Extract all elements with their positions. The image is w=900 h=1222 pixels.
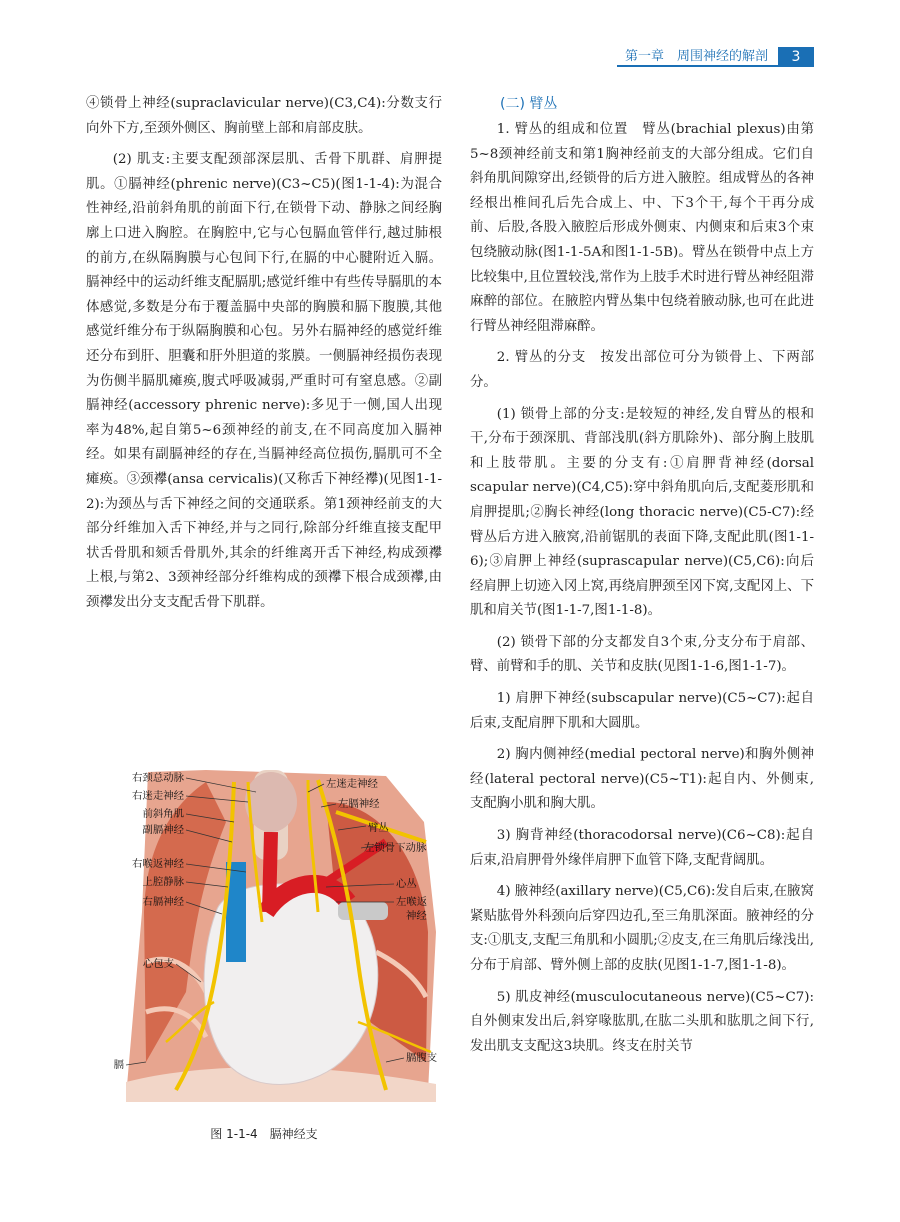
label-left-recurrent-laryngeal-2: 神经 [406,910,427,922]
figure-caption: 图 1-1-4 膈神经支 [210,1127,318,1141]
left-column [86,92,442,622]
label-cardiac-plexus: 心丛 [396,878,417,890]
label-phrenicoabdominal-branch: 膈腹支 [406,1052,438,1064]
page-number: 3 [778,47,814,67]
paragraph: (1) 锁骨上部的分支:是较短的神经,发自臂丛的根和干,分布于颈深肌、背部浅肌(斜方肌除外)、部分胸上肢肌和上肢带肌。主要的分支有:①肩胛背神经(dorsal scapular nerve)(C4,C5):穿中斜角肌向后,支配菱形肌和肩胛提肌;②胸长神经(long thoracic nerve)(C5-C7):经臂丛后方进入腋窝,沿前锯肌的表面下降,支配此肌(图1-1-6);③肩胛上神经(suprascapular nerve)(C5,C6):向后经肩胛上切迹入冈上窝,再绕肩胛颈至冈下窝,支配冈上、下肌和肩关节(图1-1-7,图1-1-8)。 [470,406,814,619]
label-diaphragm: 膈 [113,1059,124,1071]
label-left-phrenic: 左膈神经 [338,798,380,810]
paragraph: ④锁骨上神经(supraclavicular nerve)(C3,C4):分数支行向外下方,至颈外侧区、胸前壁上部和肩部皮肤。 [86,96,442,136]
label-right-phrenic: 右膈神经 [142,896,184,908]
figure-phrenic-nerve [86,762,442,1110]
paragraph: 1. 臂丛的组成和位置 臂丛(brachial plexus)由第5~8颈神经前支和第1胸神经前支的大部分组成。它们自斜角肌间隙穿出,经锁骨的后方进入腋腔。组成臂丛的各神经根出椎间孔后先合成上、中、下3个干,每个干再分成前、后股,各股入腋腔后形成外侧束、内侧束和后束3个束包绕腋动脉(图1-1-5A和图1-1-5B)。臂丛在锁骨中点上方比较集中,且位置较浅,常作为上肢手术时进行臂丛神经阻滞麻醉的部位。在腋腔内臂丛集中包绕着腋动脉,也可在此进行臂丛神经阻滞麻醉。 [470,122,814,334]
label-anterior-scalene: 前斜角肌 [142,808,184,820]
label-pericardial-branch: 心包支 [142,958,174,970]
label-left-vagus: 左迷走神经 [326,778,378,790]
page-header [617,47,814,67]
label-right-recurrent-laryngeal: 右喉返神经 [132,858,184,870]
paragraph: 3) 胸背神经(thoracodorsal nerve)(C6~C8):起自后束,沿肩胛骨外缘伴肩胛下血管下降,支配背阔肌。 [470,828,814,868]
label-brachial-plexus: 臂丛 [368,822,389,834]
label-left-recurrent-laryngeal: 左喉返 [396,896,428,908]
paragraph: (2) 锁骨下部的分支都发自3个束,分支分布于肩部、臂、前臂和手的肌、关节和皮肤(见图1-1-6,图1-1-7)。 [470,634,814,675]
label-superior-vena-cava: 上腔静脉 [142,876,184,888]
label-accessory-phrenic: 副膈神经 [142,824,184,836]
left-pulmonary-vessel [338,902,388,920]
label-right-vagus: 右迷走神经 [132,790,184,802]
label-right-common-carotid: 右颈总动脉 [132,772,184,784]
paragraph: 5) 肌皮神经(musculocutaneous nerve)(C5~C7):自外侧束发出后,斜穿喙肱肌,在肱二头肌和肱肌之间下行,发出肌支支配这3块肌。终支在肘关节 [470,989,814,1054]
paragraph: 2. 臂丛的分支 按发出部位可分为锁骨上、下两部分。 [470,350,814,390]
paragraph: (2) 肌支:主要支配颈部深层肌、舌骨下肌群、肩胛提肌。①膈神经(phrenic nerve)(C3~C5)(图1-1-4):为混合性神经,沿前斜角肌的前面下行,在锁骨下动、静脉之间经胸廓上口进入胸腔。在胸腔中,它与心包膈血管伴行,越过肺根的前方,在纵隔胸膜与心包间下行,在膈的中心腱附近入膈。膈神经中的运动纤维支配膈肌;感觉纤维中有些传导膈肌的本体感觉,多数是分布于覆盖膈中央部的胸膜和膈下腹膜,其他感觉纤维分布于纵隔胸膜和心包。另外右膈神经的感觉纤维还分布到肝、胆囊和肝外胆道的浆膜。一侧膈神经损伤表现为伤侧半膈肌瘫痪,腹式呼吸减弱,严重时可有窒息感。②副膈神经(accessory phrenic nerve):多见于一侧,国人出现率为48%,起自第5~6颈神经的前支,在不同高度加入膈神经。如果有副膈神经的存在,当膈神经高位损伤,膈肌可不全瘫痪。③颈襻(ansa cervicalis)(又称舌下神经襻)(见图1-1-2):为颈丛与舌下神经之间的交通联系。第1颈神经前支的大部分纤维加入舌下神经,并与之同行,除部分纤维直接支配甲状舌骨肌和颏舌骨肌外,其余的纤维离开舌下神经,构成颈襻上根,与第2、3颈神经部分纤维构成的颈襻下根合成颈襻,由颈襻发出分支支配舌骨下肌群。 [86,152,442,610]
paragraph: 2) 胸内侧神经(medial pectoral nerve)和胸外侧神经(lateral pectoral nerve)(C5~T1):起自内、外侧束,支配胸小肌和胸大肌。 [470,747,814,812]
section-title: (二) 臂丛 [500,96,558,112]
label-left-subclavian-artery: 左锁骨下动脉 [364,842,427,854]
paragraph: 1) 肩胛下神经(subscapular nerve)(C5~C7):起自后束,支配肩胛下肌和大圆肌。 [470,691,814,731]
thyroid [245,772,297,832]
chapter-title: 第一章 周围神经的解剖 [617,47,778,67]
paragraph: 4) 腋神经(axillary nerve)(C5,C6):发自后束,在腋窝紧贴肱骨外科颈向后穿四边孔,至三角肌深面。腋神经的分支:①肌支,支配三角肌和小圆肌;②皮支,在三角肌后缘浅出,分布于肩部、臂外侧上部的皮肤(见图1-1-7,图1-1-8)。 [470,884,814,973]
right-column [470,92,814,1066]
